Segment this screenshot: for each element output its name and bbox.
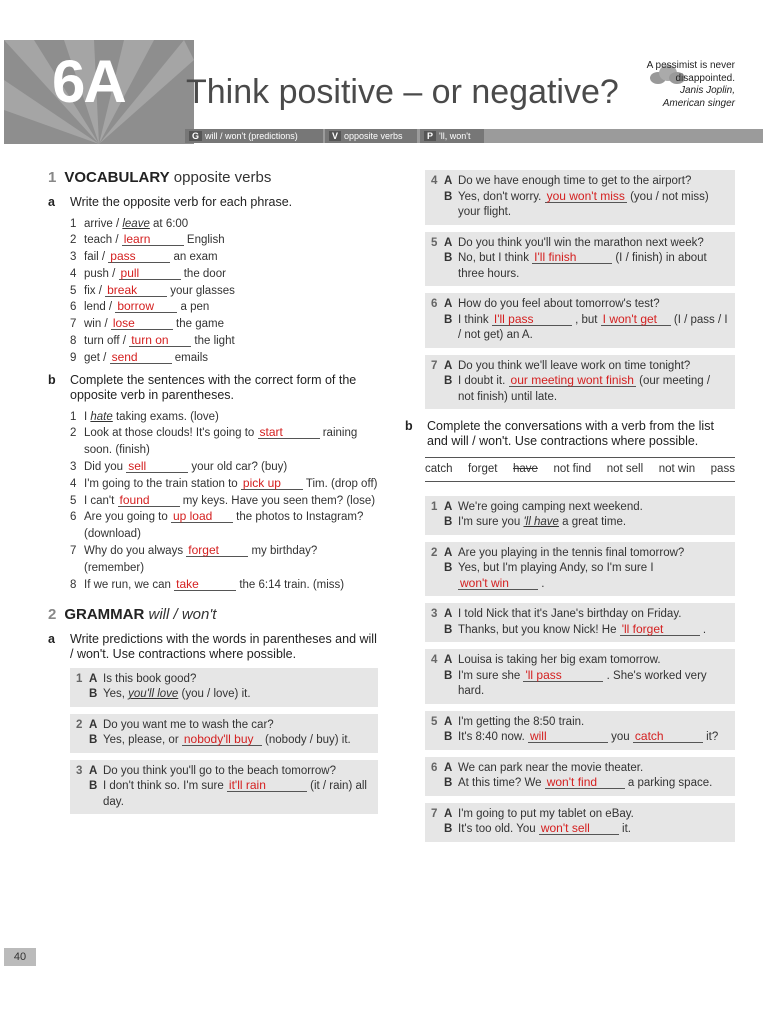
speaker-a: A	[444, 175, 453, 187]
item-number: 3	[70, 251, 77, 264]
exercise-letter: b	[48, 372, 56, 387]
item-number: 4	[70, 267, 77, 280]
item-number: 1	[431, 500, 438, 513]
instruction-text: Write the opposite verb for each phrase.	[70, 194, 293, 209]
answer-field[interactable]: pass	[108, 250, 170, 263]
line-text: I think I'll pass , but I won't get (I / pass / I / not get) an A.	[458, 311, 728, 341]
dialog-box	[425, 542, 735, 597]
section-1-heading	[48, 170, 378, 187]
answer-field[interactable]: send	[110, 351, 172, 364]
speaker-a: A	[444, 608, 453, 620]
list-item: 6 Are you going to up load the photos to Instagram? (download)	[70, 509, 364, 541]
quote	[630, 60, 735, 110]
right-column	[405, 170, 735, 849]
spacer	[431, 623, 444, 639]
word-option: not win	[658, 463, 696, 475]
tag-text: 'll, won't	[439, 131, 471, 141]
speaker-b: B	[444, 823, 453, 835]
spacer	[76, 687, 89, 703]
dialog-line-a	[431, 715, 729, 731]
speaker-b: B	[444, 777, 453, 789]
list-item: 3 fail / pass an exam	[70, 249, 378, 266]
speaker-b: B	[444, 375, 453, 387]
answer-field[interactable]: forget	[186, 544, 248, 557]
section-subtitle: will / won't	[148, 606, 217, 624]
dialog-box	[425, 496, 735, 535]
speaker-a: A	[444, 500, 453, 513]
dialog-line-b	[76, 779, 372, 810]
item-number: 1	[76, 672, 83, 685]
item-number: 2	[70, 234, 77, 247]
word-option: not sell	[606, 463, 644, 475]
answer-field[interactable]: 'll pass	[523, 669, 603, 682]
dialog-box	[70, 760, 378, 815]
line-text: We're going camping next weekend.	[458, 500, 643, 513]
line-text: I'm going to put my tablet on eBay.	[458, 807, 634, 820]
word-list	[425, 457, 735, 482]
answer-field[interactable]: sell	[126, 460, 188, 473]
word-option: forget	[468, 463, 498, 475]
tag-text: opposite verbs	[344, 131, 403, 141]
item-number: 6	[70, 511, 77, 524]
word-option: pass	[710, 463, 735, 475]
speaker-b: B	[444, 313, 453, 326]
speaker-a: A	[444, 359, 453, 372]
answer-field[interactable]: turn on	[129, 334, 191, 347]
speaker-b: B	[89, 780, 98, 793]
answer-field[interactable]: won't find	[545, 776, 625, 789]
list-item: 7 win / lose the game	[70, 316, 378, 333]
answer-field[interactable]: learn	[122, 233, 184, 246]
item-number: 8	[70, 335, 77, 348]
tag-letter: V	[329, 131, 341, 141]
line-text: I told Nick that it's Jane's birthday on Friday.	[458, 608, 682, 620]
section-number: 2	[48, 606, 57, 624]
answer-field[interactable]: I won't get	[601, 313, 671, 326]
instruction-text: Complete the conversations with a verb from the list and will / won't. Use contractions where possible.	[427, 419, 714, 448]
answer-field[interactable]: you won't miss	[546, 188, 625, 203]
line-text: Is this book good?	[103, 672, 197, 685]
item-number: 1	[70, 410, 77, 423]
answer-field[interactable]: it'll rain	[227, 779, 307, 792]
answer-field[interactable]: lose	[111, 317, 173, 330]
dialog-line-b	[431, 251, 729, 282]
line-text: Do you think you'll win the marathon next week?	[458, 236, 704, 249]
line-text: How do you feel about tomorrow's test?	[458, 298, 660, 310]
speaker-b: B	[444, 731, 453, 743]
dialog-line-b	[431, 776, 729, 792]
item-number: 7	[70, 318, 77, 331]
dialog-line-a	[76, 672, 372, 688]
dialog-line-b	[431, 313, 729, 344]
quote-text: A pessimist is never disappointed.	[646, 60, 735, 84]
line-text: At this time? We won't find a parking space.	[458, 775, 713, 789]
speaker-b: B	[444, 623, 453, 636]
answer-field[interactable]: catch	[633, 730, 703, 743]
answer-field[interactable]: up load	[171, 510, 233, 523]
item-number: 6	[431, 298, 438, 310]
speaker-a: A	[444, 807, 453, 820]
item-number: 3	[76, 764, 83, 777]
line-text: We can park near the movie theater.	[458, 761, 644, 774]
spacer	[431, 669, 444, 700]
dialog-box	[70, 714, 378, 753]
list-item: 1 I hate taking exams. (love)	[70, 409, 378, 426]
answer-field[interactable]: will	[528, 730, 608, 743]
speaker-b: B	[89, 734, 98, 747]
line-text: I'm sure she 'll pass . She's worked very hard.	[458, 667, 707, 697]
exercise-2a-dialogs-continued	[405, 170, 735, 409]
section-title: VOCABULARY	[64, 169, 170, 186]
line-text: Yes, please, or nobody'll buy (nobody / buy) it.	[103, 732, 351, 747]
line-text: Do you want me to wash the car?	[103, 718, 274, 731]
speaker-a: A	[444, 654, 453, 666]
tag-grammar	[185, 129, 323, 143]
exercise-2b-instruction	[405, 419, 735, 449]
speaker-b: B	[444, 516, 453, 528]
item-number: 4	[431, 654, 438, 666]
spacer	[431, 822, 444, 838]
list-item: 1 arrive / leave at 6:00	[70, 216, 378, 233]
exercise-2a-dialogs	[48, 668, 378, 815]
left-column	[48, 170, 378, 821]
answer-field[interactable]: pick up	[241, 477, 303, 490]
dialog-box	[425, 757, 735, 796]
list-item: 3 Did you sell your old car? (buy)	[70, 459, 378, 476]
item-number: 5	[70, 284, 77, 297]
answer-field[interactable]: take	[174, 578, 236, 591]
example-answer: hate	[90, 410, 113, 423]
list-item: 7 Why do you always forget my birthday? (remember)	[70, 543, 318, 574]
list-item: 4 I'm going to the train station to pick up Tim. (drop off)	[70, 476, 378, 493]
section-subtitle: opposite verbs	[173, 169, 272, 186]
dialog-box	[425, 170, 735, 225]
tag-letter: G	[189, 131, 202, 141]
exercise-1b-list	[48, 409, 378, 594]
dialog-line-a	[431, 761, 729, 777]
line-text: Louisa is taking her big exam tomorrow.	[458, 654, 661, 666]
quote-author-role: American singer	[662, 97, 735, 109]
dialog-line-b	[431, 730, 729, 746]
exercise-1b-instruction	[48, 373, 378, 403]
spacer	[76, 733, 89, 749]
tag-letter: P	[424, 131, 436, 141]
dialog-box	[425, 293, 735, 348]
item-number: 7	[431, 807, 438, 820]
item-number: 2	[431, 546, 438, 559]
line-text: I don't think so. I'm sure it'll rain (it / rain) all day.	[103, 778, 367, 808]
item-number: 5	[431, 715, 438, 728]
answer-field[interactable]: 'll forget	[620, 623, 700, 636]
example-answer: leave	[122, 217, 150, 230]
tag-vocabulary	[325, 129, 417, 143]
dialog-line-b	[431, 190, 729, 221]
dialog-box	[425, 649, 735, 704]
list-item: 4 push / pull the door	[70, 266, 378, 283]
item-number: 7	[431, 359, 438, 372]
line-text: Yes, don't worry. you won't miss (you / not miss) your flight.	[458, 188, 709, 218]
spacer	[431, 730, 444, 746]
section-number: 1	[48, 169, 57, 186]
item-number: 1	[70, 217, 77, 230]
list-item: 6 lend / borrow a pen	[70, 299, 378, 316]
line-text: Are you playing in the tennis final tomorrow?	[458, 546, 685, 559]
list-item: 8 If we run, we can take the 6:14 train. (miss)	[70, 577, 378, 594]
dialog-line-b	[431, 561, 729, 592]
line-text: Do you think you'll go to the beach tomorrow?	[103, 764, 336, 777]
list-item: 2 Look at those clouds! It's going to start raining soon. (finish)	[70, 425, 358, 457]
dialog-line-a	[431, 653, 729, 669]
item-number: 2	[76, 718, 83, 731]
speaker-b: B	[89, 688, 98, 701]
speaker-b: B	[444, 669, 453, 682]
tag-text: will / won't (predictions)	[205, 131, 298, 141]
spacer	[431, 515, 444, 531]
answer-field[interactable]: pull	[119, 267, 181, 280]
spacer	[431, 561, 444, 592]
line-text: Yes, you'll love (you / love) it.	[103, 688, 251, 701]
speaker-b: B	[444, 190, 453, 203]
item-number: 3	[70, 461, 77, 474]
list-item: 2 teach / learn English	[70, 232, 378, 249]
line-text: I'm sure you 'll have a great time.	[458, 516, 627, 528]
item-number: 8	[70, 578, 77, 591]
line-text: It's too old. You won't sell it.	[458, 821, 631, 835]
tag-pronunciation	[420, 129, 484, 143]
dialog-line-b	[431, 623, 729, 639]
dialog-line-a	[431, 546, 729, 562]
answer-field[interactable]: found	[118, 494, 180, 507]
answer-field[interactable]: break	[105, 284, 167, 297]
speaker-b: B	[444, 562, 453, 574]
speaker-a: A	[89, 764, 98, 777]
dialog-line-a	[431, 297, 729, 313]
exercise-1a-list	[48, 216, 378, 367]
dialog-line-a	[76, 764, 372, 780]
dialog-box	[425, 355, 735, 410]
exercise-1a-instruction	[48, 195, 378, 210]
speaker-a: A	[89, 672, 98, 685]
speaker-a: A	[444, 761, 453, 774]
list-item: 5 I can't found my keys. Have you seen them? (lose)	[70, 493, 378, 510]
spacer	[431, 251, 444, 282]
dialog-line-a	[431, 174, 729, 190]
speaker-b: B	[444, 252, 453, 264]
item-number: 4	[70, 477, 77, 490]
dialog-box	[425, 603, 735, 642]
dialog-line-b	[431, 669, 729, 700]
speaker-a: A	[444, 715, 453, 728]
exercise-2a-instruction	[48, 632, 378, 662]
dialog-line-b	[431, 822, 729, 838]
dialog-line-a	[431, 236, 729, 252]
list-item: 5 fix / break your glasses	[70, 283, 378, 300]
speaker-a: A	[444, 546, 453, 559]
page-title: Think positive – or negative?	[186, 73, 619, 111]
word-option: not find	[553, 463, 592, 475]
item-number: 2	[70, 427, 77, 440]
speaker-a: A	[89, 718, 98, 731]
dialog-line-b	[431, 374, 729, 405]
dialog-line-a	[431, 807, 729, 823]
word-option: have	[512, 463, 538, 475]
unit-number: 6A	[52, 48, 125, 115]
item-number: 6	[431, 761, 438, 774]
page-number: 40	[4, 948, 36, 966]
example-answer: 'll have	[523, 516, 559, 528]
instruction-text: Complete the sentences with the correct form of the opposite verb in parentheses.	[70, 372, 357, 402]
exercise-letter: a	[48, 631, 55, 646]
dialog-line-b	[76, 733, 372, 749]
exercise-letter: a	[48, 194, 55, 209]
spacer	[76, 779, 89, 810]
dialog-line-a	[431, 500, 729, 516]
answer-field[interactable]: I'll finish	[532, 251, 612, 264]
speaker-a: A	[444, 236, 453, 249]
line-text: Do we have enough time to get to the airport?	[458, 175, 692, 187]
spacer	[431, 374, 444, 405]
answer-field[interactable]: start	[258, 426, 320, 439]
answer-field[interactable]: nobody'll buy	[182, 733, 262, 746]
dialog-line-b	[76, 687, 372, 703]
speaker-a: A	[444, 298, 453, 310]
answer-field[interactable]: won't sell	[539, 822, 619, 835]
spacer	[431, 190, 444, 221]
exercise-2b-dialogs	[405, 496, 735, 842]
dialog-box	[425, 711, 735, 750]
exercise-letter: b	[405, 419, 413, 433]
dialog-line-a	[431, 607, 729, 623]
item-number: 5	[431, 236, 438, 249]
item-number: 4	[431, 175, 438, 187]
line-text: I'm getting the 8:50 train.	[458, 715, 585, 728]
line-text: It's 8:40 now. will you catch it?	[458, 729, 719, 743]
dialog-box	[425, 803, 735, 842]
item-number: 9	[70, 351, 77, 364]
line-text: Yes, but I'm playing Andy, so I'm sure I won't win .	[458, 562, 654, 590]
item-number: 3	[431, 608, 438, 620]
line-text: Thanks, but you know Nick! He 'll forget .	[458, 621, 707, 636]
word-option: catch	[425, 463, 453, 475]
answer-field[interactable]: won't win	[458, 577, 538, 590]
line-text: I doubt it. our meeting wont finish (our meeting / not finish) until late.	[458, 373, 711, 403]
dialog-line-a	[431, 359, 729, 375]
spacer	[431, 776, 444, 792]
line-text: Do you think we'll leave work on time tonight?	[458, 359, 691, 372]
spacer	[431, 313, 444, 344]
section-title: GRAMMAR	[64, 606, 145, 624]
dialog-box	[425, 232, 735, 287]
instruction-text: Write predictions with the words in parentheses and will / won't. Use contractions where possible.	[70, 631, 377, 661]
answer-field[interactable]: I'll pass	[492, 313, 572, 326]
list-item: 9 get / send emails	[70, 350, 378, 367]
answer-field[interactable]: our meeting wont finish	[510, 373, 634, 387]
dialog-line-b	[431, 515, 729, 531]
item-number: 7	[70, 545, 77, 558]
section-2-heading	[48, 607, 378, 624]
example-answer: you'll love	[128, 688, 179, 701]
item-number: 6	[70, 301, 77, 314]
line-text: No, but I think I'll finish (I / finish) in about three hours.	[458, 250, 707, 280]
list-item: 8 turn off / turn on the light	[70, 333, 378, 350]
quote-author: Janis Joplin,	[679, 85, 735, 96]
item-number: 5	[70, 494, 77, 507]
answer-field[interactable]: borrow	[115, 300, 177, 313]
dialog-box	[70, 668, 378, 707]
dialog-line-a	[76, 718, 372, 734]
